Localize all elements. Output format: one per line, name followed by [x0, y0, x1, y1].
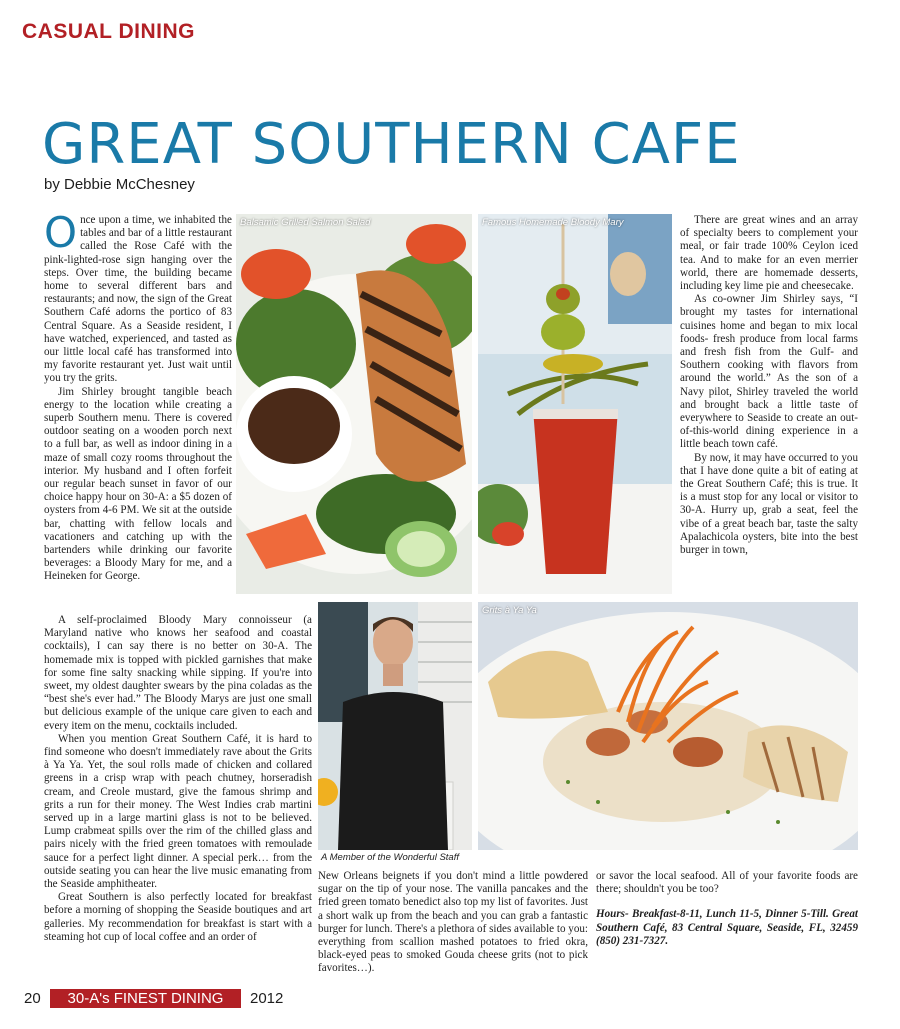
photo-grits — [478, 602, 858, 850]
page-number: 20 — [24, 990, 41, 1007]
paragraph: Great Southern is also perfectly located for breakfast before a morning of shopping the Seaside boutiques and art galleries. My recommendation for breakfast is start with a steaming hot cup of local coffee and an order of — [44, 891, 312, 943]
paragraph: There are great wines and an array of specialty beers to complement your meal, or fair trade 100% Ceylon iced tea. And to make for an even merrier world, there are homemade desserts, including key lime pie and cheesecake. — [680, 214, 858, 293]
caption-salmon: Balsamic Grilled Salmon Salad — [240, 217, 371, 228]
caption-grits: Grits à Ya Ya — [482, 605, 537, 616]
salmon-image — [236, 214, 472, 594]
publication-year: 2012 — [250, 990, 284, 1007]
paragraph: As co-owner Jim Shirley says, “I brought my tastes for international cuisines home and began to mix local foods- fresh produce from local farms and fresh fish from the Gulf- and Southern cooking with flavors from around the world.” As the son of a Navy pilot, Shirley traveled the world and brought back a little taste of everywhere to Seaside to create an out-of-this-world dining experience in a little beach town café. — [680, 293, 858, 451]
publication-name: 30-A's FINEST DINING — [50, 989, 241, 1008]
paragraph: A self-proclaimed Bloody Mary connoisseur (a Maryland native who knows her seafood and coastal cocktails), I can say there is no better on 30-A. The homemade mix is topped with pickled garnishes that make for some fine salty snacking while sipping. If you're into sweet, my oldest daughter swears by the pina coladas as the “best she's ever had.” The Bloody Marys are just one small but delicious example of the unique care given to each and every item on the menu, cocktails included. — [44, 614, 312, 732]
paragraph: Once upon a time, we inhabited the tables and bar of a little restaurant called the Rose Café with the pink-lighted-rose sign hanging over the steps. Over time, the building became home to several different bars and restaurants; and now, the sign of the Great Southern Café adorns the portico of 83 Central Square. As a Seaside resident, I have watched, experienced, and tasted as our little local café has transformed into my favorite restaurant yet. Just wait until you try the grits. — [44, 214, 232, 385]
page-footer — [0, 989, 900, 1009]
drop-cap: O — [44, 214, 78, 257]
paragraph: By now, it may have occurred to you that I have done quite a bit of eating at the Great Southern Café; this is true. It is a must stop for any local or visitor to 30-A. Hurry up, grab a seat, feel the vibe of a great beach bar, taste the salty Apalachicola oysters, bite into the best burger in town, — [680, 451, 858, 557]
column-2 — [318, 870, 588, 986]
paragraph: When you mention Great Southern Café, it is hard to find someone who doesn't immediately rave about the Grits à Ya Ya. Yet, the soul rolls made of chicken and collared greens in a crisp wrap with peach chutney, horseradish cream, and Creole mustard, give the famous shrimp and grits a run for their money. The West Indies crab martini served up in a large martini glass is not to be believed. Lump crabmeat spills over the rim of the chilled glass and pairs nicely with the fried green tomatoes with remoulade sauce for a perfect light dinner. A special perk… from the outside seating you can hear the live music emanating from the Seaside amphitheater. — [44, 732, 312, 891]
grits-image — [478, 602, 858, 850]
paragraph: or savor the local seafood. All of your favorite foods are there; shouldn't you be too? — [596, 870, 858, 896]
photo-staff — [318, 602, 472, 850]
photo-salmon-salad — [236, 214, 472, 594]
staff-image — [318, 602, 472, 850]
column-3 — [680, 214, 858, 592]
column-1-lower — [44, 614, 312, 984]
caption-bloody-mary: Famous Homemade Bloody Mary — [482, 217, 624, 228]
article-title: GREAT SOUTHERN CAFE — [42, 112, 741, 177]
column-3-lower — [596, 870, 858, 986]
photo-bloody-mary — [478, 214, 672, 594]
section-label: CASUAL DINING — [22, 20, 195, 43]
byline: by Debbie McChesney — [44, 176, 195, 193]
paragraph: New Orleans beignets if you don't mind a little powdered sugar on the tip of your nose. The vanilla pancakes and the fried green tomato benedict also top my list of favorites. Just a short walk up from the beach and you can grab a fantastic burger for lunch. There's a plethora of sides available to you: everything from scallion mashed potatoes to fried okra, black-eyed peas to smoked Gouda cheese grits (not to pick favorites…). — [318, 870, 588, 975]
bloody-mary-image — [478, 214, 672, 594]
caption-staff: A Member of the Wonderful Staff — [321, 852, 459, 863]
column-1 — [44, 214, 232, 612]
paragraph: Jim Shirley brought tangible beach energy to the location while creating a superb Southern menu. There is covered outdoor seating on a wooden porch next to a full bar, as well as indoor dining in a maze of small cozy rooms throughout the interior. My husband and I often forfeit our regular beach sunset in favor of our choice happy hour on 30-A: a $5 dozen of oysters from 4-6 PM. We sit at the outside bar, chatting with fellow locals and vacationers and catching up with the bartenders while drinking our favorite beverages: a Bloody Mary for me, and a Heineken for George. — [44, 385, 232, 583]
hours-info: Hours- Breakfast-8-11, Lunch 11-5, Dinner 5-Till. Great Southern Café, 83 Central Square, Seaside, FL, 32459 (850) 231-7327. — [596, 908, 858, 947]
